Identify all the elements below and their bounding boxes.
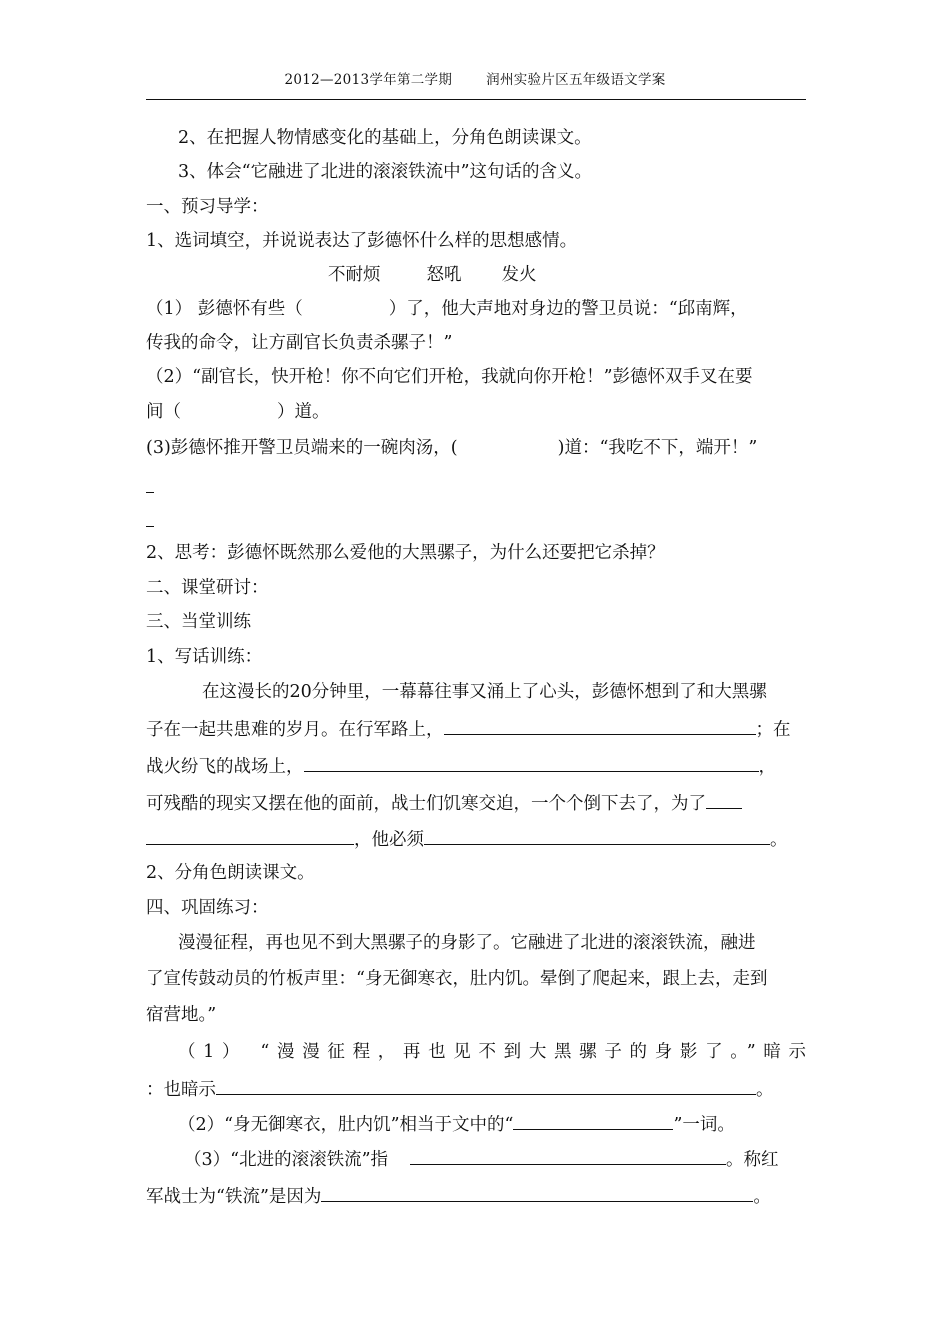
writing-blank[interactable] <box>304 753 759 772</box>
short-rule <box>146 526 154 527</box>
word-choice: 不耐烦 <box>328 265 381 285</box>
word-choice: 发火 <box>501 265 537 285</box>
section-3-title: 三、当堂训练 <box>146 612 251 632</box>
reading-passage-line-1: 漫漫征程，再也见不到大黑骡子的身影了。它融进了北进的滚滚铁流，融进 <box>178 933 756 953</box>
short-rule <box>146 492 154 493</box>
writing-prompt-2: 子在一起共患难的岁月。在行军路上， ；在 <box>146 716 806 742</box>
fill-item-3: (3)彭德怀推开警卫员端来的一碗肉汤，( )道：“我吃不下，端开！” <box>146 438 758 458</box>
reading-passage-line-2: 了宣传鼓动员的竹板声里：“身无御寒衣，肚内饥。晕倒了爬起来，跟上去，走到 <box>146 969 768 989</box>
page-header <box>0 68 950 88</box>
writing-prompt-3: 战火纷飞的战场上， ， <box>146 753 806 779</box>
exercise-1-cont: ：也暗示 。 <box>146 1076 806 1102</box>
header-divider <box>146 99 806 100</box>
exercise-3-cont: 军战士为“铁流”是因为 。 <box>146 1183 806 1209</box>
fill-item-2: （2）“副官长，快开枪！你不向它们开枪，我就向你开枪！”彭德怀双手叉在要 <box>146 367 753 387</box>
exercise-2: （2）“身无御寒衣，肚内饥”相当于文中的“ ”一词。 <box>178 1111 806 1137</box>
word-choices <box>328 263 628 287</box>
fill-item-1: （1） 彭德怀有些（ ）了，他大声地对身边的警卫员说：“邱南辉， <box>146 299 748 319</box>
writing-prompt-5: ，他必须 。 <box>146 826 806 852</box>
goal-2: 2、在把握人物情感变化的基础上，分角色朗读课文。 <box>178 128 592 148</box>
section-3-question-2: 2、分角色朗读课文。 <box>146 863 315 883</box>
writing-blank[interactable] <box>444 716 756 735</box>
section-2-title: 二、课堂研讨： <box>146 578 269 598</box>
goal-3: 3、体会“它融进了北进的滚滚铁流中”这句话的含义。 <box>178 162 593 182</box>
answer-blank[interactable] <box>321 1183 753 1202</box>
header-semester: 2012—2013学年第二学期 <box>284 72 453 88</box>
answer-blank[interactable] <box>410 1146 726 1165</box>
section-1-question-2: 2、思考：彭德怀既然那么爱他的大黑骡子，为什么还要把它杀掉？ <box>146 543 665 563</box>
section-1-question-1: 1、选词填空，并说说表达了彭德怀什么样的思想感情。 <box>146 231 578 251</box>
exercise-1: （1） “漫漫征程，再也见不到大黑骡子的身影了。”暗示 <box>178 1042 806 1062</box>
answer-blank[interactable] <box>216 1076 756 1095</box>
writing-prompt-1: 在这漫长的20分钟里，一幕幕往事又涌上了心头，彭德怀想到了和大黑骡 <box>202 682 767 702</box>
exercise-3: （3）“北进的滚滚铁流”指 。称红 <box>184 1146 806 1172</box>
section-4-title: 四、巩固练习： <box>146 898 269 918</box>
word-choice: 怒吼 <box>426 265 462 285</box>
fill-item-2-cont: 间（ ）道。 <box>146 402 330 422</box>
writing-blank[interactable] <box>424 826 770 845</box>
writing-prompt-4: 可残酷的现实又摆在他的面前，战士们饥寒交迫，一个个倒下去了，为了 <box>146 790 806 816</box>
fill-item-1-cont: 传我的命令，让方副官长负责杀骡子！” <box>146 333 453 353</box>
section-1-title: 一、预习导学： <box>146 197 269 217</box>
writing-blank[interactable] <box>706 790 742 809</box>
header-school: 润州实验片区五年级语文学案 <box>486 72 666 88</box>
reading-passage-line-3: 宿营地。” <box>146 1005 217 1025</box>
writing-blank[interactable] <box>146 826 354 845</box>
section-3-question-1: 1、写话训练： <box>146 647 263 667</box>
answer-blank[interactable] <box>513 1111 673 1130</box>
